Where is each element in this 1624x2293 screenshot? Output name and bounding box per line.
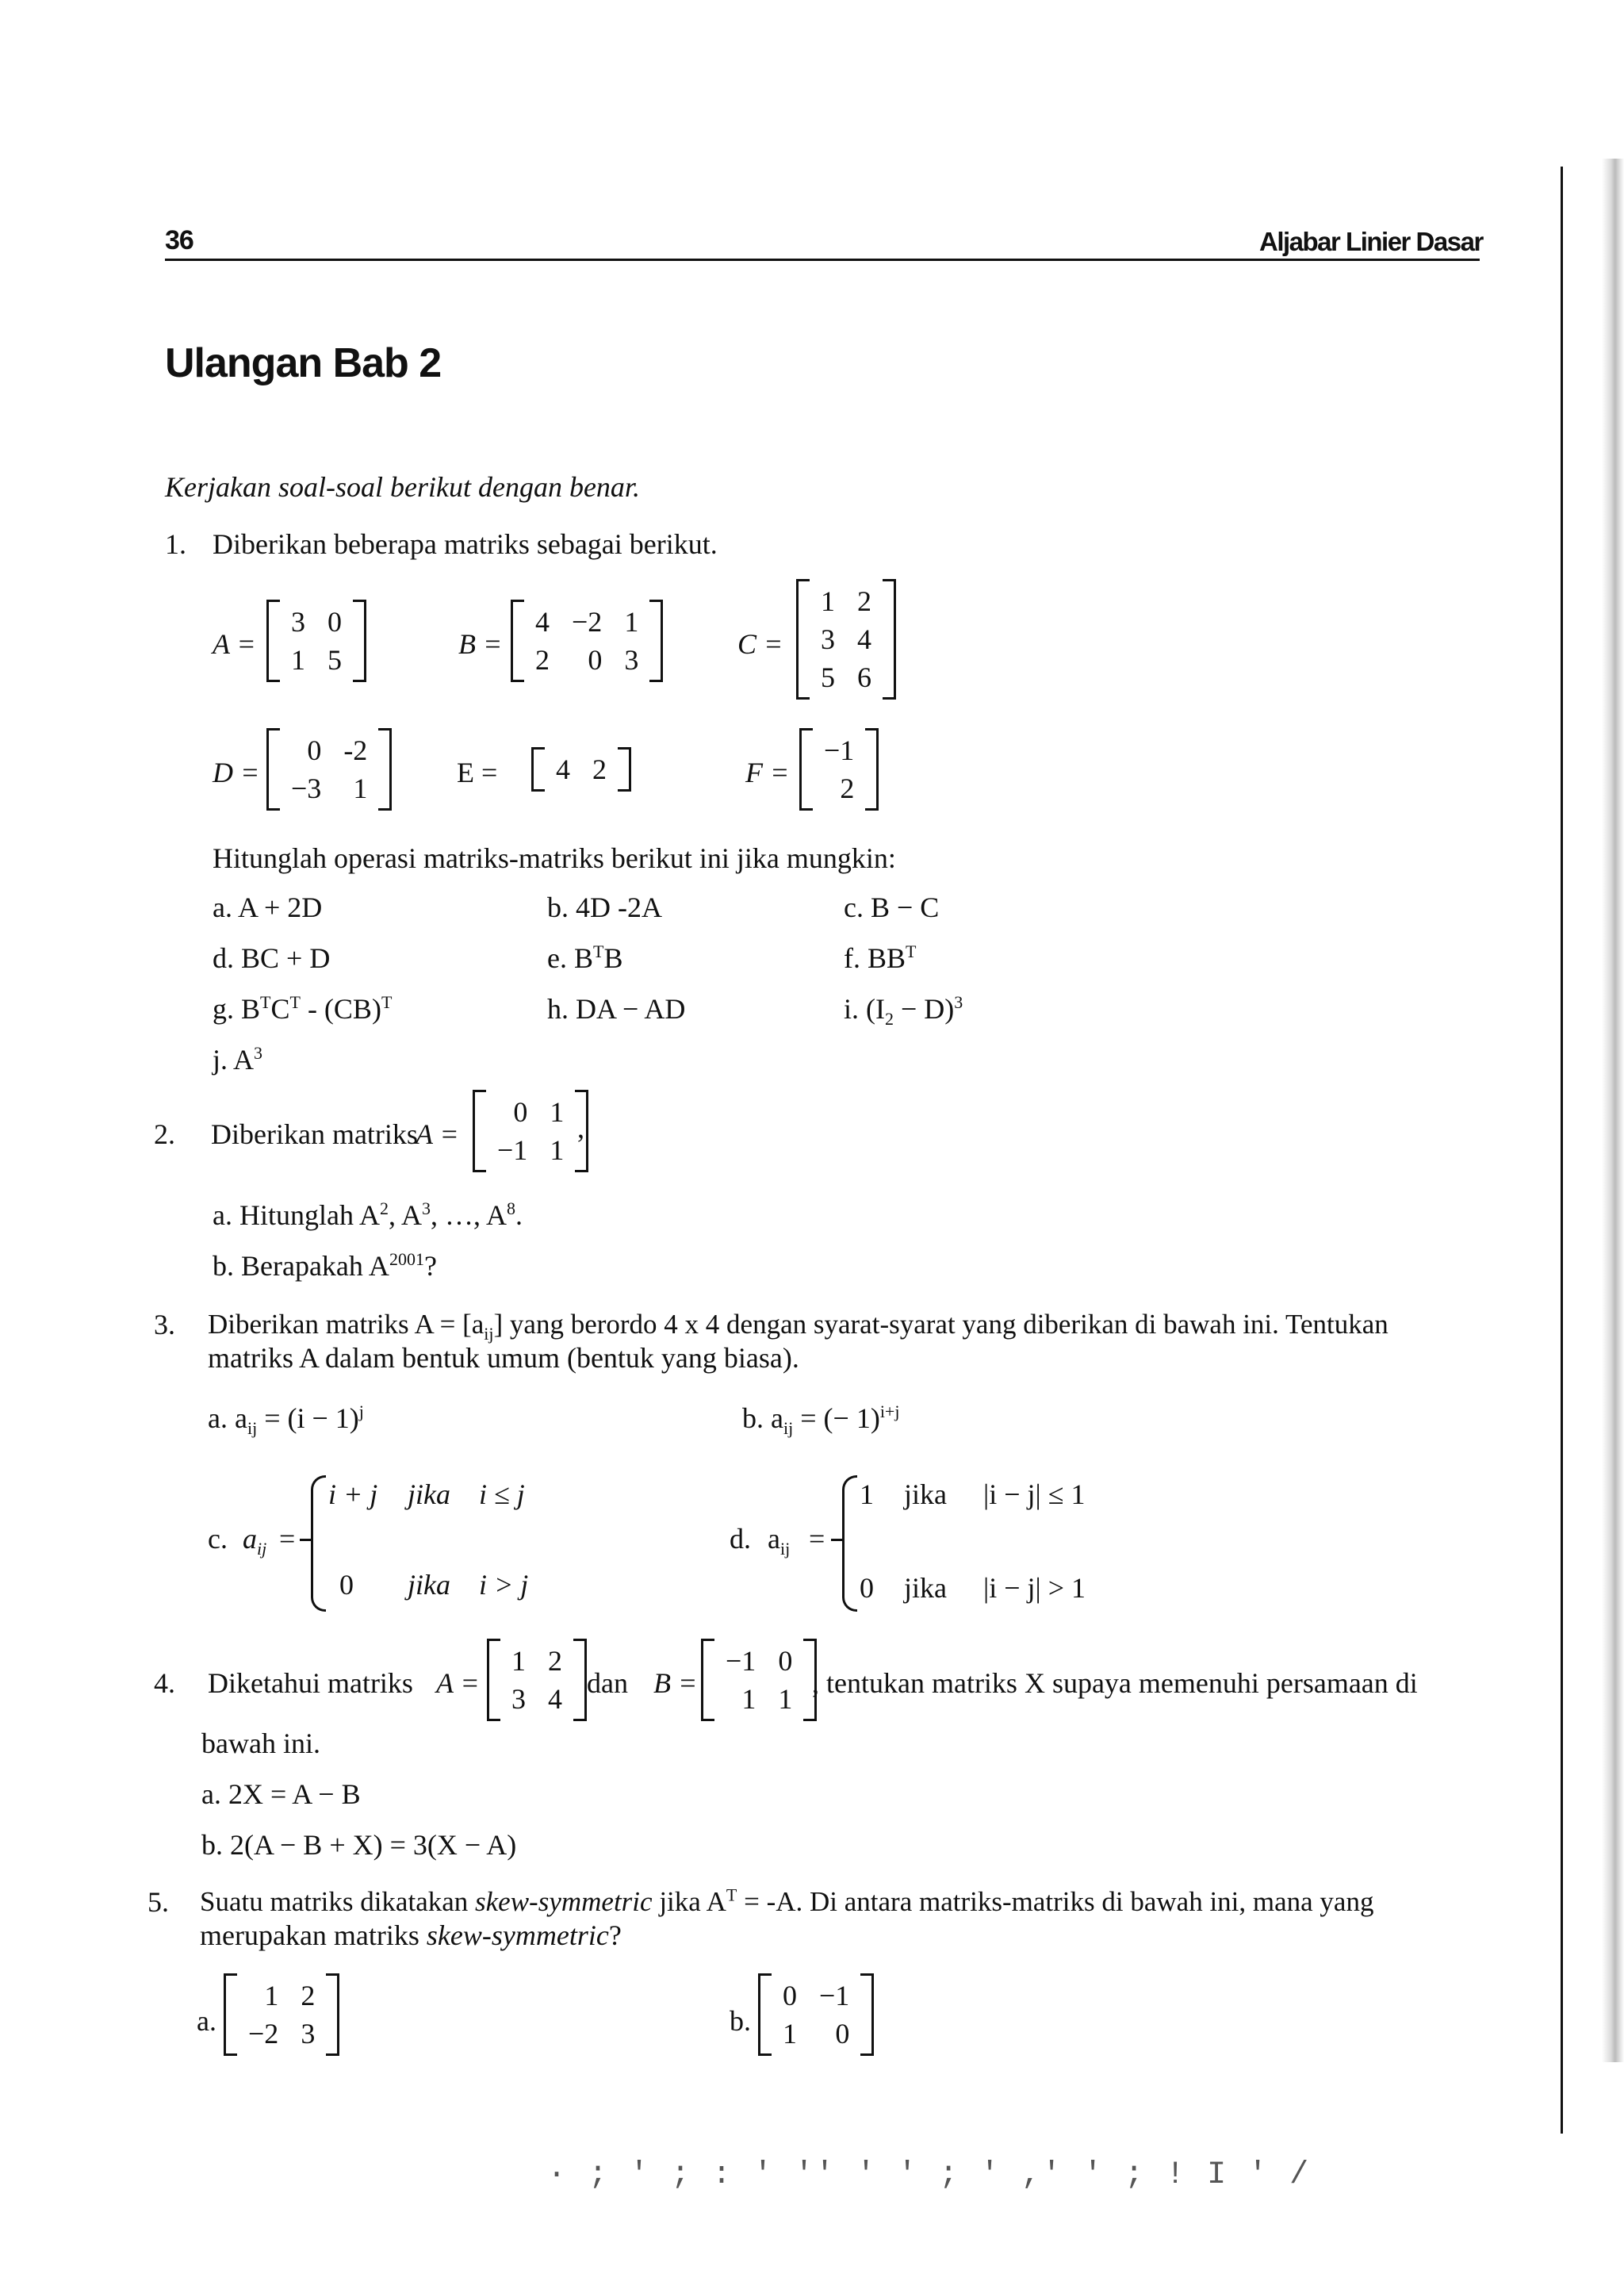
matrix-cell: 0 [835,2018,850,2050]
q4-item-a: a. 2X = A − B [201,1778,361,1810]
matrix-cell: −1 [497,1134,528,1166]
q5-line1: Suatu matriks dikatakan skew-symmetric jika $A^T = -A$. Di antara matriks-matriks di bawah ini, mana yang [200,1885,1374,1917]
matrix-row [772,2015,860,2053]
matrix-cell: 3 [511,1683,526,1715]
book-title: Aljabar Linier Dasar [1259,227,1483,256]
matrix-right-bracket [865,728,879,811]
q3-c-r2b: jika [408,1569,450,1601]
matrix-cell: 0 [783,1980,797,2011]
q4-tail: , tentukan matriks X supaya memenuhi persamaan di [812,1667,1418,1699]
q5-matrix-a [224,1973,339,2056]
q3-line2: matriks A dalam bentuk umum (bentuk yang biasa). [208,1342,799,1374]
q3-item-c-lhs: $a_{ij}$ [243,1523,267,1559]
matrix-cell: 5 [327,644,342,676]
q4-number: 4. [154,1667,175,1699]
q3-item-d-eq: = [809,1523,825,1555]
matrix-cell: 1 [821,585,835,617]
q1-instruction: Hitunglah operasi matriks-matriks berikut ini jika mungkin: [213,842,896,874]
matrix-cell: -2 [343,734,368,766]
q2-item-a: a. Hitunglah $A^2$, $A^3$, …, $A^8$. [213,1198,523,1231]
matrix-cell: −3 [291,773,322,804]
q4-line2: bawah ini. [201,1727,320,1759]
matrix-left-bracket [487,1639,500,1721]
matrix-row [772,1977,860,2015]
matrix-cell: 2 [548,1645,562,1677]
q1-item-b: b. 4D -2A [547,892,662,923]
q4-text: Diketahui matriks [208,1667,413,1699]
matrix-cell: 0 [778,1645,793,1677]
matrix-right-bracket [378,728,392,811]
matrix-row [280,641,353,679]
q1-number: 1. [165,528,186,560]
matrix-row [813,769,865,807]
chapter-title: Ulangan Bab 2 [165,340,442,386]
matrix-right-bracket [326,1973,339,2056]
q5-matrix-b [758,1973,874,2056]
q3-item-a: a. $a_{ij} = (i - 1)^j$ [208,1401,364,1439]
matrix-row [280,731,378,769]
q2-number: 2. [154,1118,175,1150]
matrix-body [714,1642,803,1718]
matrix-row [810,620,883,658]
q1-item-e: e. $B^TB$ [547,941,623,974]
header-rule [165,259,1480,261]
matrix-cell: 3 [624,644,639,676]
matrix-row [545,750,618,788]
q3-d-r2b: jika [904,1572,947,1604]
matrix-d [266,728,392,811]
matrix-left-bracket [266,600,280,682]
matrix-cell: −1 [824,734,855,766]
matrix-row [280,603,353,641]
matrix-body [524,603,649,679]
q3-number: 3. [154,1309,175,1340]
matrix-cell: 0 [327,606,342,638]
matrix-e-label: E = [457,757,498,788]
matrix-c [796,579,896,700]
matrix-left-bracket [473,1090,486,1172]
instruction: Kerjakan soal-soal berikut dengan benar. [165,471,640,503]
q4-label-b: B = [653,1667,698,1699]
q2-matrix-a [473,1090,588,1172]
matrix-cell: 1 [264,1980,279,2011]
q3-d-r1a: 1 [860,1478,874,1510]
q1-item-c: c. B − C [844,892,940,923]
matrix-cell: 4 [548,1683,562,1715]
matrix-row [810,658,883,696]
q1-item-j: j. $A^3$ [213,1043,263,1076]
matrix-left-bracket [758,1973,772,2056]
q3-item-d-brace [842,1475,857,1612]
matrix-right-bracket [618,747,631,792]
matrix-cell: 0 [588,644,603,676]
q5-item-a-label: a. [197,2005,216,2037]
matrix-cell: 1 [624,606,639,638]
q4-matrix-b [701,1639,817,1721]
matrix-cell: −2 [572,606,603,638]
q1-item-d: d. BC + D [213,942,331,974]
q3-line1: Diberikan matriks $A = [a_{ij}]$ yang berordo 4 x 4 dengan syarat-syarat yang diberikan di bawah ini. Tentukan [208,1309,1388,1344]
matrix-body [813,731,865,807]
q3-item-b: b. $a_{ij}$ = (− 1)$^{i+j}$ [742,1401,900,1439]
matrix-body [810,582,883,696]
matrix-cell: 1 [353,773,368,804]
matrix-f-label: F = [745,757,790,788]
q4-label-a: A = [436,1667,480,1699]
matrix-cell: −1 [726,1645,756,1677]
q3-c-r1b: jika [408,1478,450,1510]
q2-text: Diberikan matriks [211,1118,418,1150]
q1-item-h: h. DA − AD [547,993,686,1025]
matrix-cell: 4 [535,606,550,638]
q1-text: Diberikan beberapa matriks sebagai berikut. [213,528,718,560]
q3-c-r1a: i + j [328,1478,378,1510]
matrix-f [799,728,879,811]
matrix-body [545,750,618,788]
matrix-row [714,1642,803,1680]
matrix-cell: 6 [857,661,871,693]
q3-d-r2a: 0 [860,1572,874,1604]
matrix-cell: 4 [556,753,570,785]
matrix-row [524,641,649,679]
matrix-cell: 1 [550,1096,565,1128]
scan-edge [1602,159,1624,2062]
matrix-cell: 1 [741,1683,756,1715]
matrix-body [280,603,353,679]
matrix-left-bracket [796,579,810,700]
matrix-cell: 3 [291,606,305,638]
matrix-cell: 2 [301,1980,316,2011]
q3-d-r1b: jika [904,1478,947,1510]
matrix-c-label: C = [737,628,783,660]
q1-item-g: g. $B^TC^T - (CB)^T$ [213,992,393,1025]
q3-item-c-eq: = [279,1523,296,1555]
q1-item-a: a. A + 2D [213,892,323,923]
matrix-row [810,582,883,620]
matrix-cell: 0 [307,734,322,766]
matrix-cell: 1 [783,2018,797,2050]
q2-matrix-label: A = [416,1118,459,1150]
q1-item-f: f. $BB^T$ [844,941,917,974]
matrix-cell: 1 [511,1645,526,1677]
matrix-body [237,1977,326,2053]
matrix-cell: 2 [857,585,871,617]
matrix-body [500,1642,573,1718]
matrix-row [486,1093,575,1131]
q3-d-r1c: |i − j| ≤ 1 [983,1478,1086,1510]
q3-item-d-lhs: $a_{ij}$ [768,1523,791,1559]
matrix-cell: 3 [301,2018,316,2050]
q3-item-c-brace-tip [300,1539,311,1541]
matrix-right-bracket [353,600,366,682]
matrix-row [524,603,649,641]
matrix-right-bracket [860,1973,874,2056]
matrix-cell: 1 [550,1134,565,1166]
matrix-cell: 2 [592,753,607,785]
q3-d-r2c: |i − j| > 1 [983,1572,1086,1604]
matrix-cell: 1 [778,1683,793,1715]
matrix-cell: 3 [821,623,835,655]
matrix-e [531,747,631,792]
matrix-cell: 5 [821,661,835,693]
matrix-right-bracket [649,600,663,682]
matrix-row [486,1131,575,1169]
q4-dan: dan [587,1667,628,1699]
matrix-row [500,1680,573,1718]
matrix-left-bracket [511,600,524,682]
matrix-cell: −1 [819,1980,850,2011]
footer-scan-noise: · ; ' ; : ' '' ' ' ; ' ,' ' ; ! I ' / [547,2157,1311,2193]
page-number: 36 [165,225,193,255]
matrix-cell: 2 [535,644,550,676]
q1-item-i: i. $(I_2 - D)^3$ [844,992,963,1030]
matrix-cell: 2 [840,773,855,804]
matrix-row [813,731,865,769]
q5-item-b-label: b. [730,2005,751,2037]
matrix-left-bracket [224,1973,237,2056]
q5-number: 5. [147,1886,169,1918]
matrix-left-bracket [531,747,545,792]
matrix-row [500,1642,573,1680]
q3-c-r1c: i ≤ j [479,1478,525,1510]
q3-c-r2c: i > j [479,1569,529,1601]
q3-item-c-brace [311,1475,326,1612]
matrix-left-bracket [799,728,813,811]
matrix-cell: 1 [291,644,305,676]
matrix-row [237,1977,326,2015]
q4-matrix-a [487,1639,587,1721]
q3-c-r2a: 0 [339,1569,354,1601]
q2-item-b: b. Berapakah $A^{2001}$? [213,1249,437,1282]
matrix-left-bracket [266,728,280,811]
matrix-row [237,2015,326,2053]
matrix-right-bracket [573,1639,587,1721]
matrix-right-bracket [883,579,896,700]
matrix-a [266,600,366,682]
matrix-a-label: A = [213,628,256,660]
matrix-row [714,1680,803,1718]
matrix-cell: −2 [248,2018,279,2050]
matrix-left-bracket [701,1639,714,1721]
q3-item-d-brace-tip [831,1539,842,1541]
matrix-body [280,731,378,807]
q5-line2: merupakan matriks skew-symmetric? [200,1919,622,1951]
q3-item-d-label: d. [730,1523,751,1555]
matrix-row [280,769,378,807]
q2-comma: , [577,1112,584,1144]
q4-item-b: b. 2(A − B + X) = 3(X − A) [201,1829,517,1861]
matrix-cell: 4 [857,623,871,655]
matrix-b [511,600,663,682]
matrix-body [486,1093,575,1169]
matrix-b-label: B = [458,628,503,660]
matrix-body [772,1977,860,2053]
q3-item-c-label: c. [208,1523,228,1555]
matrix-cell: 0 [513,1096,528,1128]
page-edge-line [1561,167,1563,2134]
matrix-d-label: D = [213,757,260,788]
